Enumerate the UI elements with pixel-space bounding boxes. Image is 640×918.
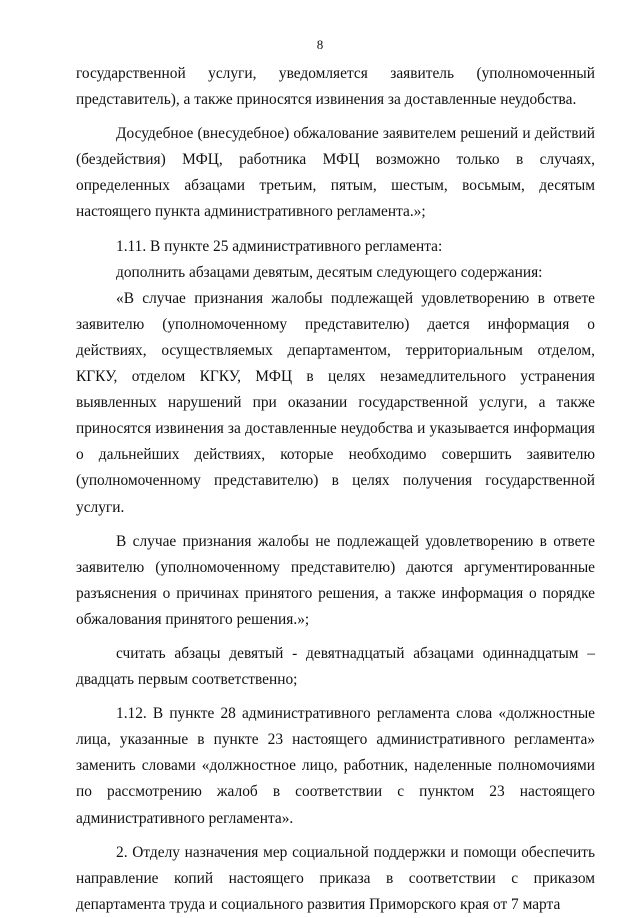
document-body (76, 61, 595, 918)
paragraph-appeal-mfc: Досудебное (внесудебное) обжалование заявителем решений и действий (бездействия) МФЦ, работника МФЦ возможно только в случаях, определенных абзацами третьим, пятым, шестым, восьмым, десятым настоящего пункта административного регламента.»; (76, 125, 595, 221)
paragraph-supplement: дополнить абзацами девятым, десятым следующего содержания: (116, 263, 543, 281)
paragraph-complaint-satisfied: «В случае признания жалобы подлежащей удовлетворению в ответе заявителю (уполномоченному представителю) дается информация о действиях, осуществляемых департаментом, территориальным отделом, КГКУ, отделом КГКУ, МФЦ в целях незамедлительного устранения выявленных нарушений при оказании государственной услуги, а также приносятся извинения за доставленные неудобства и указывается информация о дальнейших действиях, которые необходимо совершить заявителю (уполномоченному представителю) в целях получения государственной услуги. (76, 289, 595, 516)
paragraph-complaint-rejected: В случае признания жалобы не подлежащей удовлетворению в ответе заявителю (уполномоченному представителю) даются аргументированные разъяснения о причинах принятого решения, а также информация о порядке обжалования принятого решения.»; (76, 532, 595, 628)
paragraph-clause-1-11: 1.11. В пункте 25 административного регламента: (116, 237, 443, 255)
paragraph-clause-2: 2. Отделу назначения мер социальной поддержки и помощи обеспечить направление копий настоящего приказа в соответствии с приказом департамента труда и социального развития Приморского края от 7 марта (76, 843, 595, 913)
paragraph-clause-1-12: 1.12. В пункте 28 административного регламента слова «должностные лица, указанные в пункте 23 настоящего административного регламента» заменить словами «должностное лицо, работник, наделенные полномочиями по рассмотрению жалоб в соответствии с пунктом 23 настоящего административного регламента». (76, 705, 595, 827)
paragraph-continuation: государственной услуги, уведомляется заявитель (уполномоченный представитель), а также приносятся извинения за доставленные неудобства. (76, 65, 595, 109)
paragraph-renumbering: считать абзацы девятый - девятнадцатый абзацами одиннадцатым – двадцать первым соответственно; (76, 644, 595, 689)
page-number: 8 (316, 37, 324, 52)
